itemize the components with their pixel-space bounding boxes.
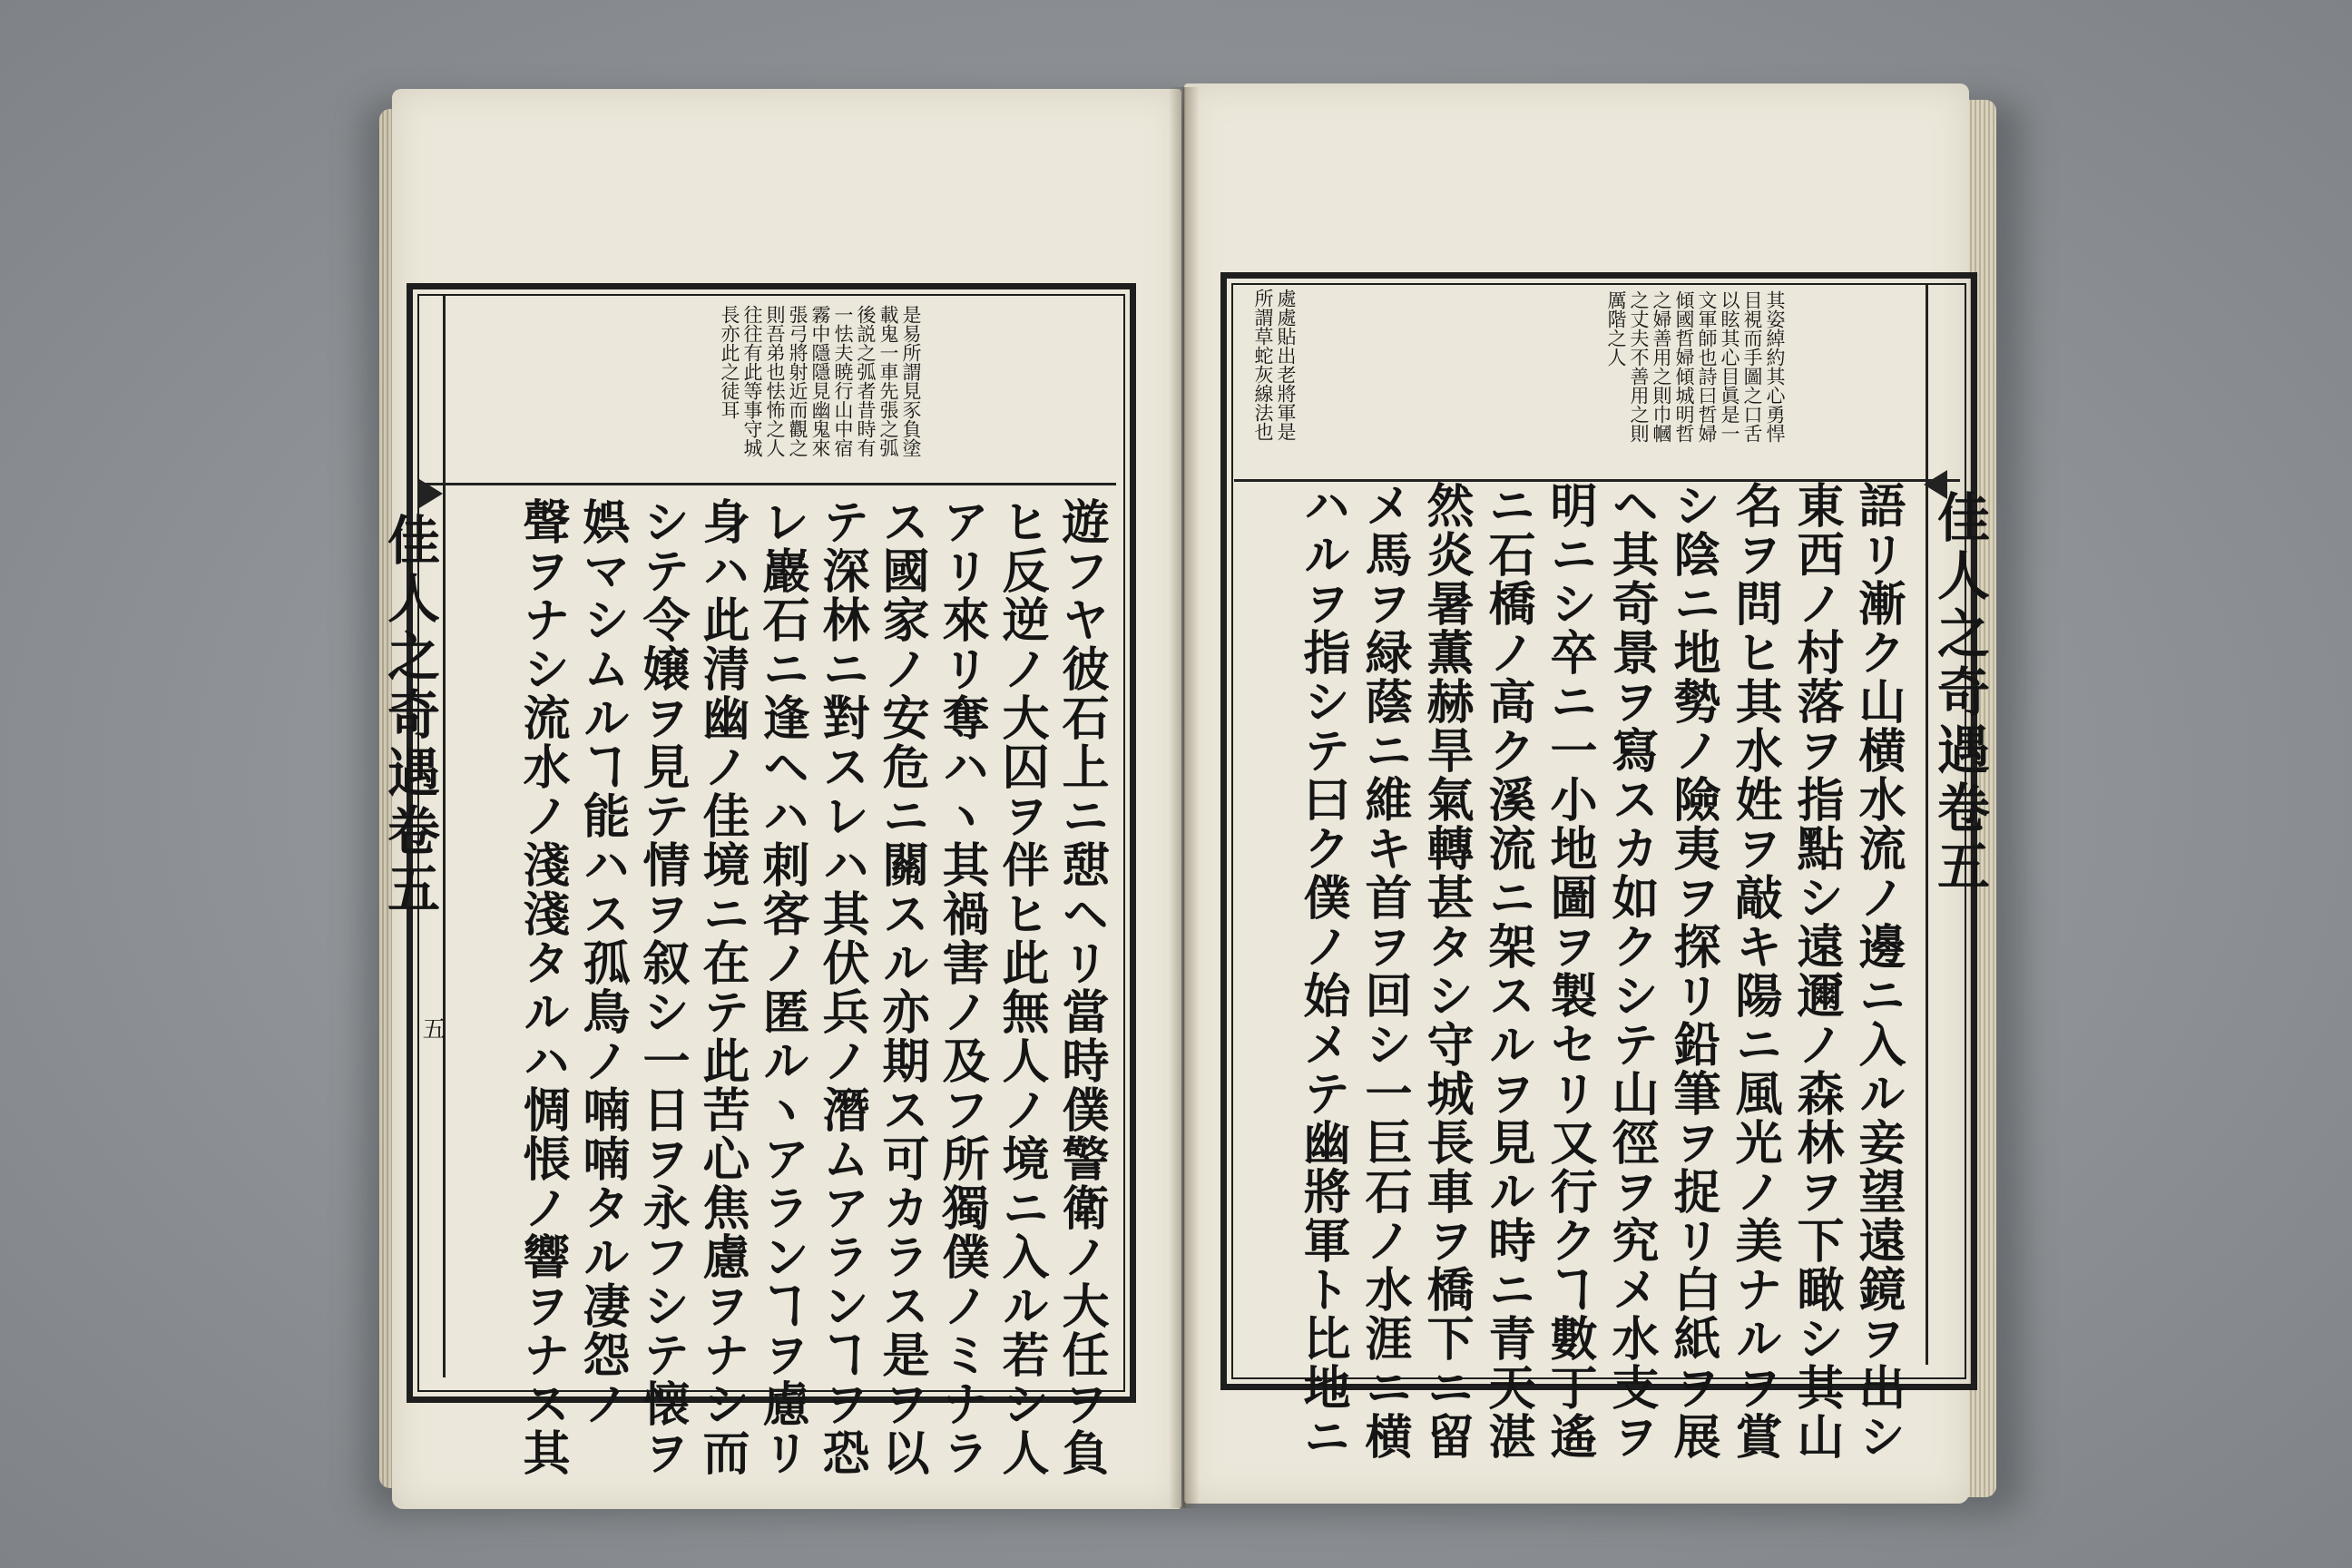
text-column: 身ハ此清幽ノ佳境ニ在テ此苦心焦慮ヲナシ而 [694,497,750,1477]
book-gutter [1169,87,1200,1508]
headnote-column: 文軍師也詩曰哲婦 [1696,290,1718,443]
text-column: 遊フヤ彼石上ニ憇ヘリ當時僕警衛ノ大任ヲ負 [1054,497,1109,1477]
text-column: ハルヲ指シテ曰ク僕ノ始メテ幽將軍ト比地ニ [1295,481,1350,1461]
text-column: シテ令嬢ヲ見テ情ヲ叙シ一日ヲ永フシテ懐ヲ [634,497,690,1477]
headnote-column: 是易所謂見豕負塗 [900,305,922,457]
text-column: テ深林ニ對スレハ其伏兵ノ潛ムアランヿヲ恐 [814,497,869,1477]
text-column: ス國家ノ安危ニ關スル亦期ス可カラス是ヲ以 [874,497,929,1477]
left-folio: 五 [418,1016,446,1040]
headnote-column: 長亦此之徒耳 [719,305,740,419]
headnote-column: 則吾弟也怯怖之人 [764,305,786,457]
headnote-column: 傾國哲婦傾城明哲 [1673,290,1695,443]
text-column: 聲ヲナシ流水ノ淺淺タルハ惆悵ノ響ヲナス其 [514,497,570,1477]
headnote-column: 目視而手圖之口舌 [1741,290,1763,443]
left-fishtail-mark [419,479,443,508]
text-column: アリ來リ奪ハヽ其禍害ノ及フ所獨僕ノミナラ [934,497,989,1477]
headnote-column: 往往有此等事守城 [741,305,763,457]
headnote-column: 以眩其心目眞是一 [1719,290,1740,443]
text-column: 明ニシ卒ニ一小地圖ヲ製セリ又行クヿ數丁遙 [1542,481,1597,1461]
left-headnote-rule [423,483,1116,485]
text-column: 名ヲ問ヒ其水姓ヲ敲キ陽ニ風光ノ美ナルヲ賞 [1727,481,1782,1461]
text-column: 東西ノ村落ヲ指點シ遠邇ノ森林ヲ下瞰シ其山 [1788,481,1844,1461]
headnote-column: 張弓將射近而觀之 [787,305,808,457]
headnote-column: 後説之弧者昔時有 [855,305,877,457]
headnote-column: 載鬼一車先張之弧 [877,305,899,457]
text-column: ニ石橋ノ高ク溪流ニ架スルヲ見ル時ニ青天湛 [1480,481,1535,1461]
text-column: 語リ漸ク山横水流ノ邊ニ入ル妾望遠鏡ヲ出シ [1850,481,1906,1461]
headnote-column: 之婦善用之則巾幗 [1651,290,1672,443]
text-column: 然炎暑薫赫旱氣轉甚タシ守城長車ヲ橋下ニ留 [1418,481,1474,1461]
text-column: レ巖石ニ逢ヘハ刺客ノ匿ルヽアランヿヲ慮リ [754,497,809,1477]
headnote-column: 其姿綽約其心勇悍 [1764,290,1786,443]
right-banner-title: 佳人之奇遇卷五 [1928,490,1990,897]
text-column: ヒ反逆ノ大囚ヲ伴ヒ此無人ノ境ニ入ル若シ人 [994,497,1049,1477]
left-banner-title: 佳人之奇遇卷五 [378,513,440,919]
left-banner-rule [443,296,446,1377]
text-column: シ陰ニ地勢ノ險夷ヲ探リ鉛筆ヲ捉リ白紙ヲ展 [1665,481,1720,1461]
headnote-column: 厲階之人 [1605,290,1627,367]
text-column: メ馬ヲ緑蔭ニ維キ首ヲ回シ一巨石ノ水涯ニ横 [1357,481,1412,1461]
headnote-column: 之丈夫不善用之則 [1628,290,1650,443]
headnote-column: 一怯夫暁行山中宿 [832,305,854,457]
text-column: 娯マシムルヿ能ハス孤鳥ノ喃喃タル凄怨ノ [574,497,630,1428]
text-column: ヘ其奇景ヲ寫スカ如クシテ山徑ヲ究メ水支ヲ [1603,481,1659,1461]
headnote-column: 霧中隱隱見幽鬼來 [809,305,831,457]
headnote-column: 處處貼出老將軍是 [1275,289,1297,441]
headnote-column: 所謂草蛇灰線法也 [1252,289,1274,441]
